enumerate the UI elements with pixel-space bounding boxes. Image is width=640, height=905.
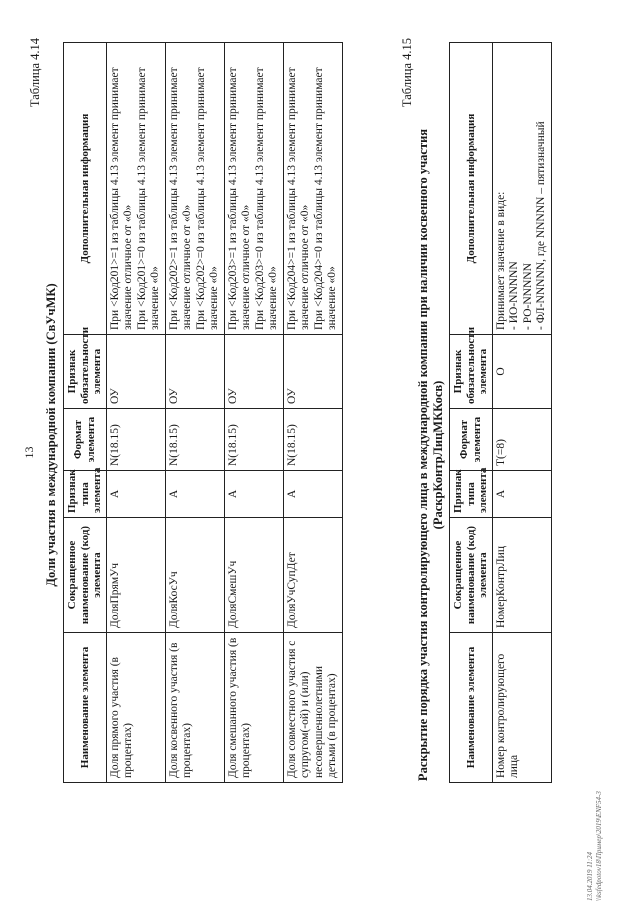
table-15-label: Таблица 4.15	[400, 38, 414, 108]
info-line: При <Код204>=1 из таблицы 4.13 элемент принимает значение отличное от «0»	[285, 67, 311, 330]
info-line: При <Код204>=0 из таблицы 4.13 элемент принимает значение «0»	[312, 67, 338, 330]
info-line: При <Код201>=0 из таблицы 4.13 элемент принимает значение «0»	[135, 67, 161, 330]
table-row	[224, 43, 283, 783]
header-mandatory-flag: Признак обязательности элемента	[450, 335, 493, 409]
table-row	[106, 43, 165, 783]
cell-type-flag: А	[106, 471, 165, 518]
table-15-header-row	[450, 43, 493, 783]
table-row	[283, 43, 342, 783]
cell-element-name: Доля смешанного участия (в процентах)	[224, 633, 283, 783]
cell-element-name: Доля совместного участия с супругом(-ой) и (или) несовершеннолетними детьми (в процентах)	[283, 633, 342, 783]
table-14-header-row	[64, 43, 107, 783]
header-format: Формат элемента	[450, 409, 493, 471]
cell-additional-info	[283, 43, 342, 335]
cell-short-code: ДоляУчСупДет	[283, 518, 342, 633]
cell-type-flag: А	[283, 471, 342, 518]
cell-mandatory-flag: О	[492, 335, 551, 409]
cell-additional-info	[165, 43, 224, 335]
cell-element-name: Доля прямого участия (в процентах)	[106, 633, 165, 783]
header-element-name: Наименование элемента	[450, 633, 493, 783]
info-line: При <Код202>=1 из таблицы 4.13 элемент принимает значение отличное от «0»	[167, 67, 193, 330]
table-row	[165, 43, 224, 783]
cell-type-flag: А	[165, 471, 224, 518]
cell-mandatory-flag: ОУ	[283, 335, 342, 409]
footnote-path: \\ksfedpotov18\Пример\2019\ENF54-3	[595, 791, 603, 901]
cell-format: T(=8)	[492, 409, 551, 471]
cell-mandatory-flag: ОУ	[165, 335, 224, 409]
cell-format: N(18.15)	[283, 409, 342, 471]
page-number: 13	[22, 446, 36, 459]
header-mandatory-flag: Признак обязательности элемента	[64, 335, 107, 409]
table-14-label: Таблица 4.14	[28, 38, 42, 108]
table-15	[449, 42, 552, 783]
cell-format: N(18.15)	[106, 409, 165, 471]
cell-type-flag: А	[492, 471, 551, 518]
cell-element-name: Номер контролирующего лица	[492, 633, 551, 783]
table-row	[492, 43, 551, 783]
header-element-name: Наименование элемента	[64, 633, 107, 783]
cell-short-code: ДоляПрямУч	[106, 518, 165, 633]
cell-type-flag: А	[224, 471, 283, 518]
header-additional-info: Дополнительная информация	[64, 43, 107, 335]
header-additional-info: Дополнительная информация	[450, 43, 493, 335]
info-line: - РО-NNNNN	[521, 263, 534, 330]
table-14	[63, 42, 343, 783]
cell-format: N(18.15)	[224, 409, 283, 471]
header-short-code: Сокращенное наименование (код) элемента	[64, 518, 107, 633]
header-short-code: Сокращенное наименование (код) элемента	[450, 518, 493, 633]
header-type-flag: Признак типа элемента	[450, 471, 493, 518]
info-line: При <Код201>=1 из таблицы 4.13 элемент принимает значение отличное от «0»	[108, 67, 134, 330]
info-line: - ИО-NNNNN	[508, 261, 520, 330]
info-line: При <Код203>=0 из таблицы 4.13 элемент принимает значение «0»	[253, 67, 279, 330]
cell-short-code: ДоляКосУч	[165, 518, 224, 633]
info-line: При <Код203>=1 из таблицы 4.13 элемент принимает значение отличное от «0»	[226, 67, 252, 330]
cell-format: N(18.15)	[165, 409, 224, 471]
cell-additional-info	[106, 43, 165, 335]
info-line: - ФЛ-NNNNN, где NNNNN – пятизначный	[535, 121, 547, 330]
header-format: Формат элемента	[64, 409, 107, 471]
cell-additional-info	[224, 43, 283, 335]
cell-short-code: ДоляСмешУч	[224, 518, 283, 633]
cell-additional-info	[492, 43, 551, 335]
table-15-title-line: Раскрытие порядка участия контролирующего лица в международной компании при наличии косвенного участия	[416, 128, 430, 782]
cell-short-code: НомерКонтрЛиц	[492, 518, 551, 633]
cell-element-name: Доля косвенного участия (в процентах)	[165, 633, 224, 783]
table-15-title	[416, 95, 446, 815]
info-line: При <Код202>=0 из таблицы 4.13 элемент принимает значение «0»	[194, 67, 220, 330]
cell-mandatory-flag: ОУ	[106, 335, 165, 409]
print-footnote	[586, 791, 604, 901]
table-14-title: Доли участия в международной компании (СвУчМК)	[44, 283, 58, 587]
header-type-flag: Признак типа элемента	[64, 471, 107, 518]
info-line: Принимает значение в виде:	[494, 191, 507, 330]
table-15-title-code: (РаскрКонтрЛицМККосв)	[431, 380, 445, 530]
cell-mandatory-flag: ОУ	[224, 335, 283, 409]
footnote-timestamp: 13.04.2019 11:24	[586, 851, 594, 901]
